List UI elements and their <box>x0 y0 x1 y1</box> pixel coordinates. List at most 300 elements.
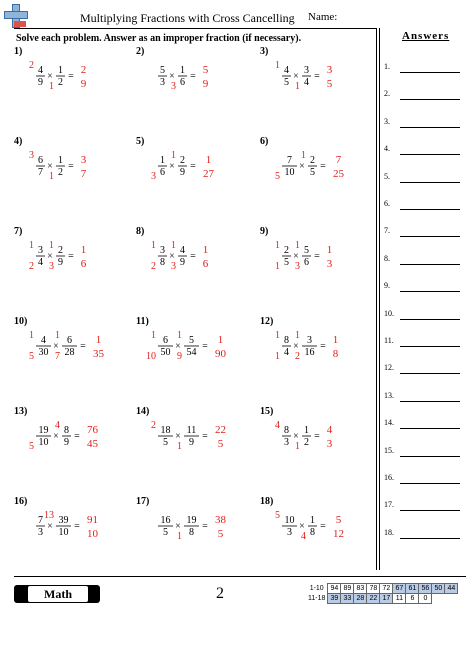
numerator: 6 <box>38 155 43 166</box>
score-row <box>306 584 458 594</box>
fraction-expression <box>26 324 144 368</box>
denominator: 3 <box>38 527 43 538</box>
answer-row <box>384 144 464 156</box>
denominator: 5 <box>163 527 168 538</box>
denominator: 10 <box>58 527 69 538</box>
problem-number: 5 ) <box>136 136 144 147</box>
answer-row <box>384 446 464 458</box>
fraction-expression <box>272 414 390 458</box>
numerator: 1 <box>310 515 315 526</box>
answer-denominator: 8 <box>332 348 339 360</box>
numerator: 2 <box>310 155 315 166</box>
answer-line[interactable] <box>400 154 460 155</box>
equals-sign: = <box>314 71 320 82</box>
answer-line[interactable] <box>400 483 460 484</box>
cancel-numerator: 3 <box>29 150 34 161</box>
answer-line[interactable] <box>400 182 460 183</box>
problem-2 <box>136 46 256 126</box>
answer-number: 18. <box>384 527 394 537</box>
answer-numerator: 2 <box>80 64 87 76</box>
denominator: 6 <box>180 77 185 88</box>
denominator: 4 <box>284 347 289 358</box>
instructions: Solve each problem. Answer as an improper fraction (if necessary). <box>16 33 302 44</box>
answer-denominator: 6 <box>202 258 209 270</box>
score-cell: 11 <box>393 594 406 604</box>
answer-number: 4. <box>384 144 390 154</box>
numerator: 19 <box>186 515 197 526</box>
numerator: 7 <box>287 155 292 166</box>
answer-numerator: 1 <box>95 334 102 346</box>
problem-17 <box>136 496 256 576</box>
times-sign: × <box>53 431 59 442</box>
answer-row <box>384 117 464 129</box>
answer-row <box>384 226 464 238</box>
cancel-numerator: 1 <box>275 60 280 71</box>
denominator: 54 <box>186 347 197 358</box>
answer-row <box>384 391 464 403</box>
equals-sign: = <box>68 161 74 172</box>
answer-numerator: 3 <box>80 154 87 166</box>
cancel-numerator: 1 <box>49 240 54 251</box>
cancel-denominator: 3 <box>49 261 54 272</box>
answer-line[interactable] <box>400 319 460 320</box>
problem-number: 17 ) <box>136 496 149 507</box>
problem-number: 1 ) <box>14 46 22 57</box>
fraction-expression <box>148 234 266 278</box>
score-row <box>306 594 458 604</box>
cancel-numerator: 1 <box>55 330 60 341</box>
cancel-numerator: 13 <box>44 510 54 521</box>
cancel-denominator: 3 <box>171 81 176 92</box>
answer-row <box>384 172 464 184</box>
cancel-numerator: 2 <box>29 60 34 71</box>
numerator: 3 <box>304 65 309 76</box>
denominator: 7 <box>38 167 43 178</box>
answer-line[interactable] <box>400 99 460 100</box>
equals-sign: = <box>314 431 320 442</box>
numerator: 16 <box>160 515 171 526</box>
cancel-denominator: 1 <box>275 261 280 272</box>
denominator: 5 <box>284 257 289 268</box>
denominator: 5 <box>163 437 168 448</box>
cancel-denominator: 1 <box>49 81 54 92</box>
fraction-expression <box>272 54 390 98</box>
answer-number: 2. <box>384 89 390 99</box>
problem-5 <box>136 136 256 216</box>
problem-4 <box>14 136 134 216</box>
problem-number: 7 ) <box>14 226 22 237</box>
cancel-denominator: 1 <box>275 351 280 362</box>
problem-13 <box>14 406 134 486</box>
cancel-numerator: 4 <box>275 420 280 431</box>
denominator: 2 <box>58 167 63 178</box>
answer-denominator: 90 <box>215 348 226 360</box>
problem-6 <box>260 136 380 216</box>
problem-number: 10 ) <box>14 316 27 327</box>
problem-number: 6 ) <box>260 136 268 147</box>
answer-denominator: 5 <box>326 78 333 90</box>
cancel-numerator: 1 <box>275 330 280 341</box>
numerator: 1 <box>304 425 309 436</box>
numerator: 2 <box>58 245 63 256</box>
problem-number: 14 ) <box>136 406 149 417</box>
cancel-denominator: 5 <box>29 441 34 452</box>
answers-heading: Answers <box>402 30 450 42</box>
numerator: 8 <box>284 335 289 346</box>
answer-line[interactable] <box>400 291 460 292</box>
fraction-expression <box>26 144 144 188</box>
equals-sign: = <box>202 521 208 532</box>
times-sign: × <box>299 521 305 532</box>
answer-denominator: 5 <box>217 438 224 450</box>
problem-number: 11 ) <box>136 316 149 327</box>
denominator: 8 <box>310 527 315 538</box>
denominator: 9 <box>58 257 63 268</box>
answer-numerator: 4 <box>326 424 333 436</box>
cancel-denominator: 1 <box>49 171 54 182</box>
times-sign: × <box>175 521 181 532</box>
denominator: 10 <box>38 437 49 448</box>
cancel-denominator: 5 <box>275 171 280 182</box>
fraction-expression <box>272 324 390 368</box>
answer-line[interactable] <box>400 428 460 429</box>
score-cell: 94 <box>328 584 341 594</box>
answer-number: 16. <box>384 473 394 482</box>
problem-16 <box>14 496 134 576</box>
answer-denominator: 5 <box>217 528 224 540</box>
times-sign: × <box>169 71 175 82</box>
numerator: 10 <box>284 515 295 526</box>
cancel-denominator: 1 <box>177 531 182 542</box>
times-sign: × <box>293 431 299 442</box>
denominator: 4 <box>38 257 43 268</box>
score-cell: 56 <box>419 584 432 594</box>
cancel-numerator: 1 <box>295 330 300 341</box>
score-cell: 50 <box>432 584 445 594</box>
problem-14 <box>136 406 256 486</box>
times-sign: × <box>293 251 299 262</box>
answer-number: 8. <box>384 253 390 263</box>
score-cell: 72 <box>380 584 393 594</box>
cancel-numerator: 1 <box>177 330 182 341</box>
score-cell: 61 <box>406 584 419 594</box>
cancel-numerator: 1 <box>275 240 280 251</box>
answer-line[interactable] <box>400 510 460 511</box>
answer-row <box>384 89 464 101</box>
equals-sign: = <box>74 431 80 442</box>
denominator: 9 <box>180 257 185 268</box>
numerator: 6 <box>163 335 168 346</box>
equals-sign: = <box>74 521 80 532</box>
numerator: 19 <box>38 425 49 436</box>
answer-denominator: 9 <box>80 78 87 90</box>
cancel-denominator: 2 <box>29 261 34 272</box>
cancel-numerator: 1 <box>151 330 156 341</box>
numerator: 18 <box>160 425 171 436</box>
problem-number: 3 ) <box>260 46 268 57</box>
score-cell: 78 <box>367 584 380 594</box>
answer-row <box>384 473 464 485</box>
numerator: 6 <box>67 335 72 346</box>
times-sign: × <box>47 161 53 172</box>
cancel-numerator: 1 <box>171 150 176 161</box>
numerator: 4 <box>38 65 43 76</box>
answer-numerator: 1 <box>217 334 224 346</box>
answer-line[interactable] <box>400 373 460 374</box>
score-cell: 22 <box>367 594 380 604</box>
score-cell: 39 <box>328 594 341 604</box>
answer-line[interactable] <box>400 127 460 128</box>
cancel-denominator: 2 <box>295 351 300 362</box>
times-sign: × <box>175 431 181 442</box>
denominator: 5 <box>310 167 315 178</box>
answer-row <box>384 418 464 430</box>
answer-denominator: 27 <box>203 168 214 180</box>
problem-12 <box>260 316 380 396</box>
answer-numerator: 91 <box>87 514 98 526</box>
answer-row <box>384 281 464 293</box>
problem-3 <box>260 46 380 126</box>
equals-sign: = <box>320 341 326 352</box>
answer-denominator: 10 <box>87 528 98 540</box>
cancel-denominator: 3 <box>295 261 300 272</box>
cancel-denominator: 3 <box>171 261 176 272</box>
cancel-numerator: 4 <box>55 420 60 431</box>
fraction-expression <box>26 414 144 458</box>
score-range: 1-10 <box>309 585 324 592</box>
page-number: 2 <box>216 585 224 602</box>
score-cell: 0 <box>419 594 432 604</box>
fraction-expression <box>148 504 266 548</box>
denominator: 3 <box>284 437 289 448</box>
denominator: 9 <box>180 167 185 178</box>
score-cell: 17 <box>380 594 393 604</box>
answer-numerator: 22 <box>215 424 226 436</box>
answer-line[interactable] <box>400 538 460 539</box>
cancel-numerator: 5 <box>275 510 280 521</box>
problem-number: 16 ) <box>14 496 27 507</box>
times-sign: × <box>53 341 59 352</box>
answer-denominator: 45 <box>87 438 98 450</box>
fraction-expression <box>148 54 266 98</box>
equals-sign: = <box>314 251 320 262</box>
page-title: Multiplying Fractions with Cross Cancelling <box>80 11 295 25</box>
answer-numerator: 1 <box>202 244 209 256</box>
answer-numerator: 3 <box>326 64 333 76</box>
numerator: 11 <box>186 425 197 436</box>
score-cell: 83 <box>354 584 367 594</box>
answer-number: 6. <box>384 199 390 208</box>
problem-11 <box>136 316 256 396</box>
score-cell: 44 <box>445 584 458 594</box>
cancel-denominator: 7 <box>55 351 60 362</box>
problem-number: 9 ) <box>260 226 268 237</box>
answer-line[interactable] <box>400 456 460 457</box>
answer-number: 17. <box>384 500 394 510</box>
numerator: 5 <box>304 245 309 256</box>
cancel-denominator: 2 <box>151 261 156 272</box>
times-sign: × <box>293 341 299 352</box>
logo <box>4 4 26 30</box>
answer-denominator: 25 <box>333 168 344 180</box>
times-sign: × <box>47 521 53 532</box>
equals-sign: = <box>190 251 196 262</box>
cancel-denominator: 10 <box>146 351 156 362</box>
times-sign: × <box>299 161 305 172</box>
answer-numerator: 5 <box>202 64 209 76</box>
problem-10 <box>14 316 134 396</box>
denominator: 50 <box>160 347 171 358</box>
answer-number: 7. <box>384 226 390 236</box>
equals-sign: = <box>80 341 86 352</box>
problem-15 <box>260 406 380 486</box>
answer-numerator: 1 <box>326 244 333 256</box>
score-cell: 89 <box>341 584 354 594</box>
answer-line[interactable] <box>400 401 460 402</box>
answer-row <box>384 62 464 74</box>
denominator: 8 <box>160 257 165 268</box>
numerator: 2 <box>180 155 185 166</box>
cancel-numerator: 1 <box>29 240 34 251</box>
times-sign: × <box>293 71 299 82</box>
numerator: 3 <box>38 245 43 256</box>
numerator: 1 <box>160 155 165 166</box>
problem-number: 2 ) <box>136 46 144 57</box>
denominator: 10 <box>284 167 295 178</box>
numerator: 7 <box>38 515 43 526</box>
equals-sign: = <box>68 251 74 262</box>
score-cell: 67 <box>393 584 406 594</box>
answer-number: 15. <box>384 445 394 455</box>
problem-1 <box>14 46 134 126</box>
times-sign: × <box>169 161 175 172</box>
answer-denominator: 35 <box>93 348 104 360</box>
fraction-expression <box>272 234 390 278</box>
times-sign: × <box>175 341 181 352</box>
problem-number: 12 ) <box>260 316 273 327</box>
problem-9 <box>260 226 380 306</box>
denominator: 9 <box>64 437 69 448</box>
header-rule <box>14 28 376 29</box>
numerator: 1 <box>58 155 63 166</box>
score-cell: 33 <box>341 594 354 604</box>
fraction-expression <box>272 504 390 548</box>
subject-label: Math <box>28 586 88 602</box>
answer-line[interactable] <box>400 236 460 237</box>
answer-numerator: 38 <box>215 514 226 526</box>
denominator: 4 <box>304 77 309 88</box>
answer-number: 14. <box>384 418 394 428</box>
score-cell: 28 <box>354 594 367 604</box>
answer-row <box>384 336 464 348</box>
answer-number: 11. <box>384 336 394 345</box>
numerator: 3 <box>307 335 312 346</box>
fraction-expression <box>148 324 266 368</box>
denominator: 9 <box>38 77 43 88</box>
equals-sign: = <box>202 341 208 352</box>
answer-number: 13. <box>384 390 394 400</box>
answer-row <box>384 199 464 211</box>
answer-denominator: 6 <box>80 258 87 270</box>
answer-number: 9. <box>384 281 390 291</box>
cancel-numerator: 1 <box>295 240 300 251</box>
equals-sign: = <box>68 71 74 82</box>
answer-numerator: 76 <box>87 424 98 436</box>
cancel-numerator: 2 <box>151 420 156 431</box>
answer-line[interactable] <box>400 346 460 347</box>
equals-sign: = <box>320 161 326 172</box>
numerator: 39 <box>58 515 69 526</box>
problem-number: 18 ) <box>260 496 273 507</box>
numerator: 5 <box>189 335 194 346</box>
answer-line[interactable] <box>400 72 460 73</box>
fraction-expression <box>26 54 144 98</box>
cancel-denominator: 1 <box>177 441 182 452</box>
answer-numerator: 1 <box>205 154 212 166</box>
equals-sign: = <box>190 161 196 172</box>
answer-row <box>384 528 464 540</box>
cancel-numerator: 1 <box>29 330 34 341</box>
fraction-expression <box>272 144 390 188</box>
problem-8 <box>136 226 256 306</box>
answer-numerator: 5 <box>335 514 342 526</box>
denominator: 2 <box>304 437 309 448</box>
fraction-expression <box>26 234 144 278</box>
numerator: 8 <box>284 425 289 436</box>
denominator: 6 <box>160 167 165 178</box>
score-range: 11-18 <box>308 595 326 602</box>
numerator: 4 <box>180 245 185 256</box>
score-cell: 6 <box>406 594 419 604</box>
problem-number: 4 ) <box>14 136 22 147</box>
name-label: Name: <box>308 11 338 23</box>
times-sign: × <box>169 251 175 262</box>
answer-row <box>384 309 464 321</box>
answer-number: 1. <box>384 62 390 71</box>
answer-denominator: 9 <box>202 78 209 90</box>
problem-7 <box>14 226 134 306</box>
answer-numerator: 1 <box>80 244 87 256</box>
answer-number: 3. <box>384 116 390 126</box>
numerator: 1 <box>58 65 63 76</box>
answer-line[interactable] <box>400 264 460 265</box>
denominator: 8 <box>189 527 194 538</box>
footer-rule <box>14 576 466 577</box>
numerator: 8 <box>64 425 69 436</box>
denominator: 28 <box>64 347 75 358</box>
times-sign: × <box>47 71 53 82</box>
answer-number: 10. <box>384 308 394 318</box>
answer-denominator: 7 <box>80 168 87 180</box>
denominator: 2 <box>58 77 63 88</box>
cancel-numerator: 1 <box>171 240 176 251</box>
cancel-denominator: 5 <box>29 351 34 362</box>
cancel-denominator: 9 <box>177 351 182 362</box>
numerator: 4 <box>284 65 289 76</box>
denominator: 3 <box>287 527 292 538</box>
equals-sign: = <box>202 431 208 442</box>
denominator: 5 <box>284 77 289 88</box>
answer-line[interactable] <box>400 209 460 210</box>
equals-sign: = <box>190 71 196 82</box>
answer-denominator: 12 <box>333 528 344 540</box>
cancel-numerator: 1 <box>301 150 306 161</box>
denominator: 6 <box>304 257 309 268</box>
problem-number: 15 ) <box>260 406 273 417</box>
numerator: 4 <box>41 335 46 346</box>
problem-number: 8 ) <box>136 226 144 237</box>
denominator: 3 <box>160 77 165 88</box>
